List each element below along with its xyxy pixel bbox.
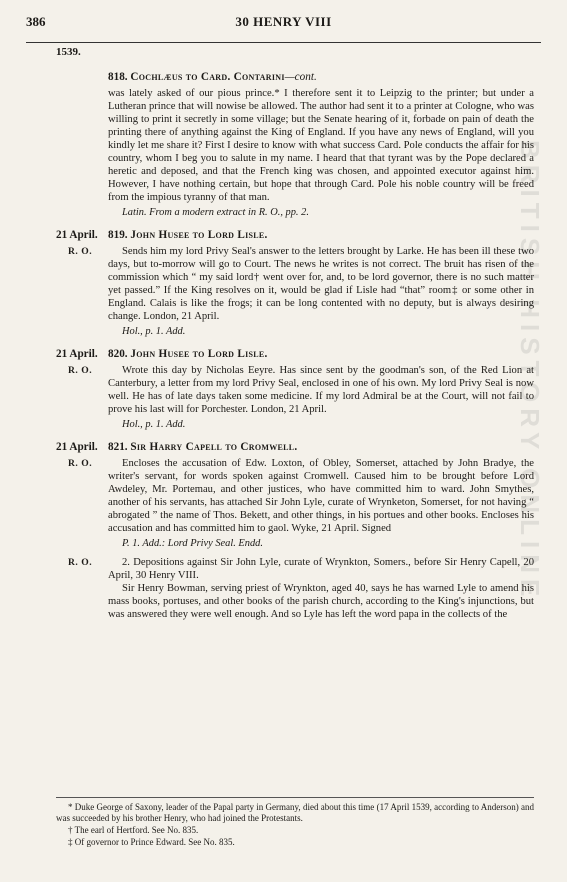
footnote: ‡ Of governor to Prince Edward. See No. 835. [68,837,235,847]
entry-description: Hol., p. 1. Add. [122,419,186,430]
page-header [26,14,541,36]
enclosure-paragraph: Sir Henry Bowman, serving priest of Wrynkton, aged 40, says he has warned Lyle to amend his mass books, portuses, and other books of the parish church, according to the King's injunctions, but was answered they were well enough. And so Lyle has left the word papa in the collects of the [108,583,534,620]
entry-enclosure [56,556,534,621]
footnote: † The earl of Hertford. See No. 835. [68,825,199,835]
watermark: BRITISH HISTORY ONLINE [515,140,545,603]
enclosure-paragraph: 2. Depositions against Sir John Lyle, curate of Wrynkton, Somers., before Sir Henry Capell, 20 April, 30 Henry VIII. [108,557,534,581]
entry-819 [56,228,534,338]
source-mark: R. O. [68,365,93,376]
entry-heading [56,228,534,243]
entry-description: P. 1. Add.: Lord Privy Seal. Endd. [122,538,263,549]
entry-number: 821. [108,441,128,453]
entry-date: 21 April. [56,441,98,453]
entry-body [56,87,534,204]
source-mark: R. O. [68,246,93,257]
entry-body [56,364,534,416]
footnote: * Duke George of Saxony, leader of the Papal party in Germany, died about this time (17 April 1539, according to Anderson) and was succeeded by his brother Henry, who had joined the Protestants. [56,802,534,823]
entry-818 [56,70,534,219]
entry-heading [56,347,534,362]
entry-correspondence: John Husee to Lord Lisle. [130,348,268,360]
entry-date: 21 April. [56,229,98,241]
running-title: 30 HENRY VIII [235,14,332,29]
entry-number: 820. [108,348,128,360]
entry-paragraph: Sends him my lord Privy Seal's answer to the letters brought by Larke. He has been ill these two days, but to-morrow will go to Court. The news he writes is not correct. The bruit has risen of the commission which “ my said lord† went over for, and, to be lord governor, there is no such matter yet passed.” If the King resolves on it, would be glad if Lisle had “that” room‡ or some other in England. Calais is like the frogs; it can be long contented with no deputy, but is always desiring change. London, 21 April. [108,246,534,322]
source-mark: R. O. [68,557,93,568]
entry-continued: —cont. [284,71,317,83]
entry-description: Hol., p. 1. Add. [122,326,186,337]
footnotes [56,802,534,848]
entry-heading [56,440,534,455]
entry-paragraph: was lately asked of our pious prince.* I therefore sent it to Leipzig to the printer; but under a Lutheran prince that will nowise be allowed. The author had sent it to a printer at Cologne, who was willing to print it secretly in some village; but the Senate hearing of it, forbade on pain of death the printing there of anything against the King of England. If you have any news of England, will you kindly let me share it? First I desire to know with what success Card. Pole conducts the affair for his country, whom I beg you to salute in my name. I heard that that tyrant was by the Pope declared a heretic and deposed, and that the French king was chosen, and appointed executor against him. However, I have nothing certain, but hope that through Card. Pole his noble country will be freed from the impious tyranny of that man. [108,88,534,203]
footnote-rule [56,797,534,798]
entry-820 [56,347,534,431]
source-mark: R. O. [68,458,93,469]
entry-number: 819. [108,229,128,241]
entry-date: 21 April. [56,348,98,360]
year-marker: 1539. [56,46,81,58]
entry-number: 818. [108,71,128,83]
entry-correspondence: Cochlæus to Card. Contarini [130,71,285,83]
entry-heading [56,70,534,85]
header-rule [26,42,541,43]
entry-paragraph: Encloses the accusation of Edw. Loxton, of Obley, Somerset, attached by John Bradye, the writer's servant, for words spoken against Cromwell. Caused him to be brought before Lord Awdeley, Mr. Portemau, and other justices, who have committed him to ward. John Smythes, another of his servants, has attached Sir John Lyle, curate of Wrynketon, Somerset, for not having “ abrogated ” the name of Thos. Bekett, and other things, in his portues and other books. Encloses his accusation and has committed him to gaol. Wyke, 21 April. Signed [108,458,534,534]
entry-body [56,245,534,323]
entry-correspondence: John Husee to Lord Lisle. [130,229,268,241]
entry-paragraph: Wrote this day by Nicholas Eeyre. Has since sent by the goodman's son, of the Red Lion at Canterbury, a letter from my lord Privy Seal, enclosed in one of his own. My lord Privy Seal is now well. He has of late days taken some medicine. If my lord Admiral be at the Court, will not fail to prove his last will for Porchester. London, 21 April. [108,365,534,415]
entry-821 [56,440,534,621]
entry-correspondence: Sir Harry Capell to Cromwell. [130,441,298,453]
calendar-entries [56,70,534,630]
entry-description: Latin. From a modern extract in R. O., pp. 2. [122,207,309,218]
entry-body [56,457,534,535]
page-number: 386 [26,14,46,29]
